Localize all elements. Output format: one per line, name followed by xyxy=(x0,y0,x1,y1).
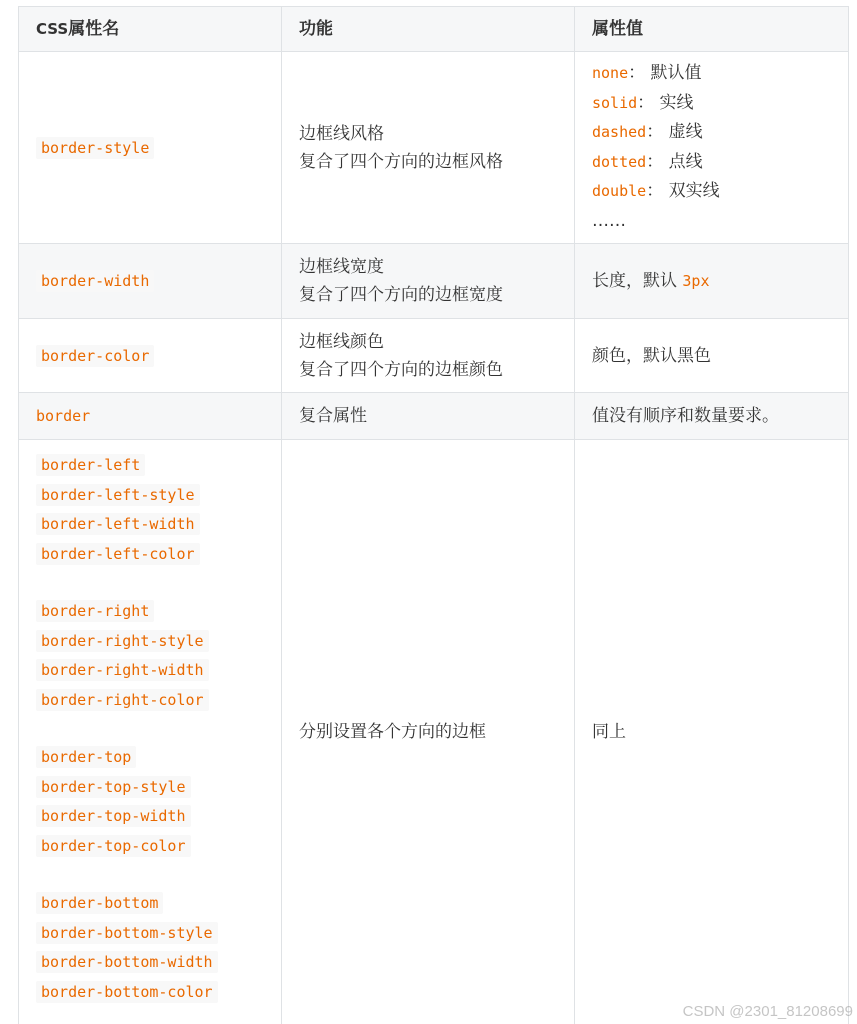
value-item: none： 默认值 xyxy=(592,63,702,83)
table-row xyxy=(19,319,849,393)
property-code: border-bottom xyxy=(36,892,163,914)
css-border-properties-table xyxy=(18,6,849,1024)
property-code: border-bottom-style xyxy=(36,922,218,944)
property-code: border-right-color xyxy=(36,689,209,711)
property-code: border-top-width xyxy=(36,805,191,827)
property-code: border-width xyxy=(36,270,154,292)
property-code: border-style xyxy=(36,137,154,159)
property-name-cell xyxy=(19,244,282,319)
property-code: border-right-style xyxy=(36,630,209,652)
value-item: double： 双实线 xyxy=(592,181,720,201)
property-name-cell xyxy=(19,393,282,440)
header-property-name: CSS属性名 xyxy=(19,7,282,52)
function-cell: 边框线宽度 复合了四个方向的边框宽度 xyxy=(282,244,575,319)
value-cell: 长度，默认 3px xyxy=(575,244,849,319)
value-cell: 值没有顺序和数量要求。 xyxy=(575,393,849,440)
function-cell: 边框线颜色 复合了四个方向的边框颜色 xyxy=(282,319,575,393)
property-name-cell xyxy=(19,440,282,1024)
value-item: solid： 实线 xyxy=(592,92,694,113)
function-cell: 边框线风格 复合了四个方向的边框风格 xyxy=(282,52,575,244)
value-cell xyxy=(575,52,849,244)
property-code: border-right xyxy=(36,600,154,622)
property-code: border-left-width xyxy=(36,513,200,535)
property-code: border-left xyxy=(36,454,145,476)
property-code: border-bottom-color xyxy=(36,981,218,1003)
property-code: border-top-color xyxy=(36,835,191,857)
value-ellipsis: …… xyxy=(592,210,626,231)
header-function: 功能 xyxy=(282,7,575,52)
property-code: border-bottom-width xyxy=(36,951,218,973)
function-cell: 分别设置各个方向的边框 xyxy=(282,440,575,1024)
header-property-value: 属性值 xyxy=(575,7,849,52)
table-row xyxy=(19,52,849,244)
value-item: dashed： 虚线 xyxy=(592,122,703,142)
property-code: border xyxy=(36,407,91,425)
property-code: border-left-color xyxy=(36,543,200,565)
property-code: border-color xyxy=(36,345,154,367)
value-item: dotted： 点线 xyxy=(592,151,703,172)
value-cell: 同上 xyxy=(575,440,849,1024)
property-code: border-left-style xyxy=(36,484,200,506)
value-cell: 颜色，默认黑色 xyxy=(575,319,849,393)
watermark: CSDN @2301_81208699 xyxy=(682,1003,853,1020)
property-code: border-right-width xyxy=(36,659,209,681)
property-code: border-top xyxy=(36,746,136,768)
table-row xyxy=(19,244,849,319)
table-row xyxy=(19,393,849,440)
property-name-cell xyxy=(19,319,282,393)
property-code: border-top-style xyxy=(36,776,191,798)
property-name-cell xyxy=(19,52,282,244)
table-header-row xyxy=(19,7,849,52)
function-cell: 复合属性 xyxy=(282,393,575,440)
table-row xyxy=(19,440,849,1024)
